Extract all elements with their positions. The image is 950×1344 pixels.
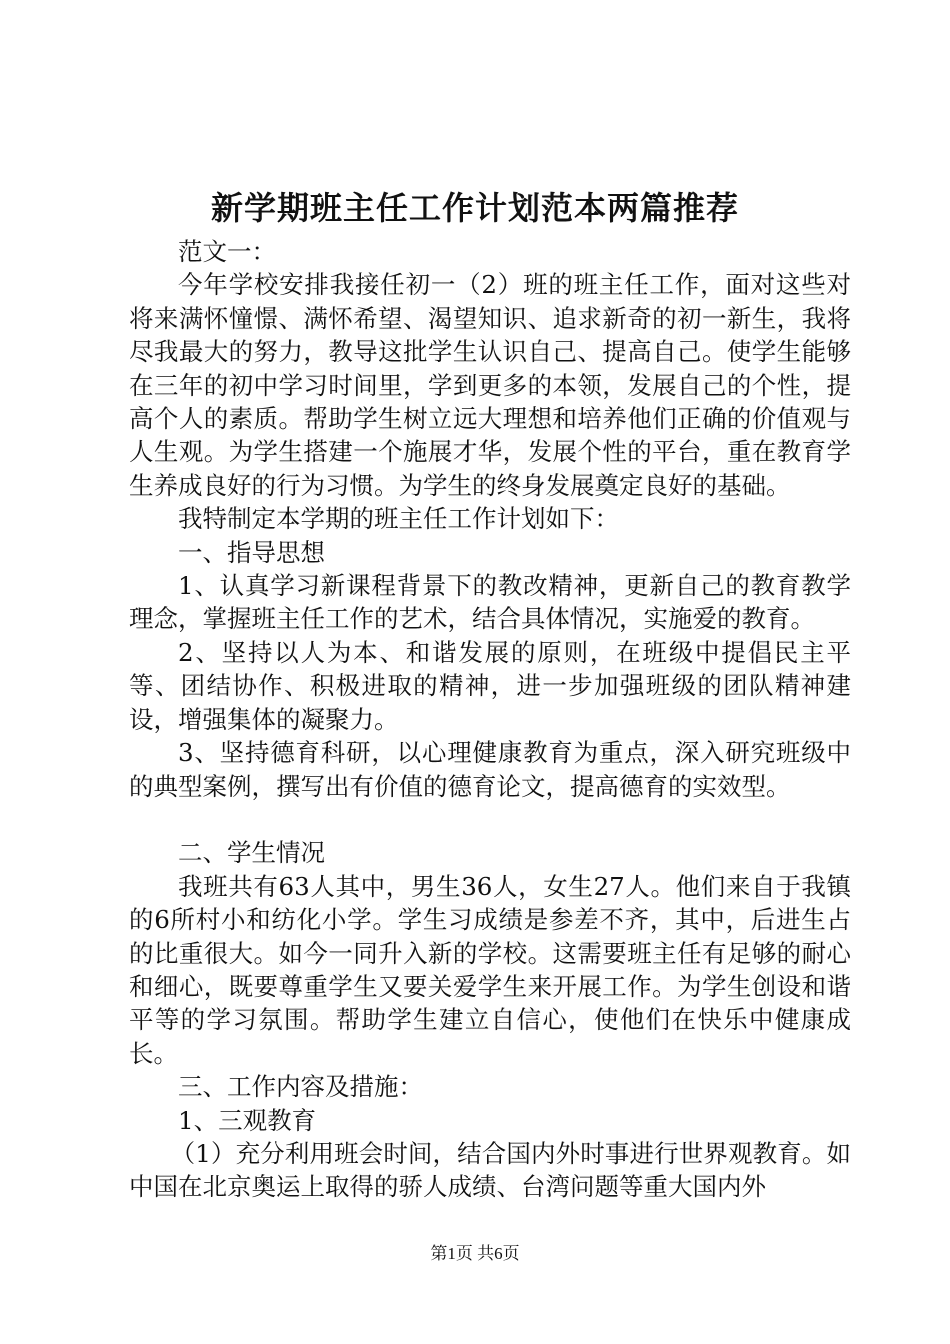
document-title: 新学期班主任工作计划范本两篇推荐 [210, 189, 739, 227]
paragraph-plan-lead: 我特制定本学期的班主任工作计划如下： [178, 504, 619, 534]
paragraph-three-views-1: （1）充分利用班会时间，结合国内外时事进行世界观教育。如中国在北京奥运上取得的骄人成绩、台湾问题等重大国内外 [129, 1138, 851, 1202]
heading-work-content: 三、工作内容及措施： [178, 1072, 423, 1102]
heading-three-views: 1、三观教育 [178, 1105, 317, 1135]
paragraph-guiding-1: 1、认真学习新课程背景下的教改精神，更新自己的教育教学理念，掌握班主任工作的艺术，结合具体情况，实施爱的教育。 [129, 571, 851, 634]
paragraph-sample-label: 范文一： [178, 237, 276, 266]
paragraph-guiding-3: 3、坚持德育科研，以心理健康教育为重点，深入研究班级中的典型案例，撰写出有价值的德育论文，提高德育的实效型。 [129, 738, 851, 801]
heading-guiding-thought: 一、指导思想 [178, 537, 325, 567]
document-body [129, 235, 851, 1204]
page-footer: 第1页 共6页 [430, 1244, 520, 1263]
paragraph-guiding-2: 2、坚持以人为本、和谐发展的原则，在班级中提倡民主平等、团结协作、积极进取的精神，进一步加强班级的团队精神建设，增强集体的凝聚力。 [129, 637, 851, 734]
paragraph-intro: 今年学校安排我接任初一（2）班的班主任工作，面对这些对将来满怀憧憬、满怀希望、渴望知识、追求新奇的初一新生，我将尽我最大的努力，教导这批学生认识自己、提高自己。使学生能够在三年的初中学习时间里，学到更多的本领，发展自己的个性，提高个人的素质。帮助学生树立远大理想和培养他们正确的价值观与人生观。为学生搭建一个施展才华，发展个性的平台，重在教育学生养成良好的行为习惯。为学生的终身发展奠定良好的基础。 [129, 270, 851, 500]
heading-student-situation: 二、学生情况 [178, 838, 325, 868]
paragraph-student-situation: 我班共有63人其中，男生36人，女生27人。他们来自于我镇的6所村小和纺化小学。学生习成绩是参差不齐，其中，后进生占的比重很大。如今一同升入新的学校。这需要班主任有足够的耐心和细心，既要尊重学生又要关爱学生来开展工作。为学生创设和谐平等的学习氛围。帮助学生建立自信心，使他们在快乐中健康成长。 [129, 871, 851, 1068]
